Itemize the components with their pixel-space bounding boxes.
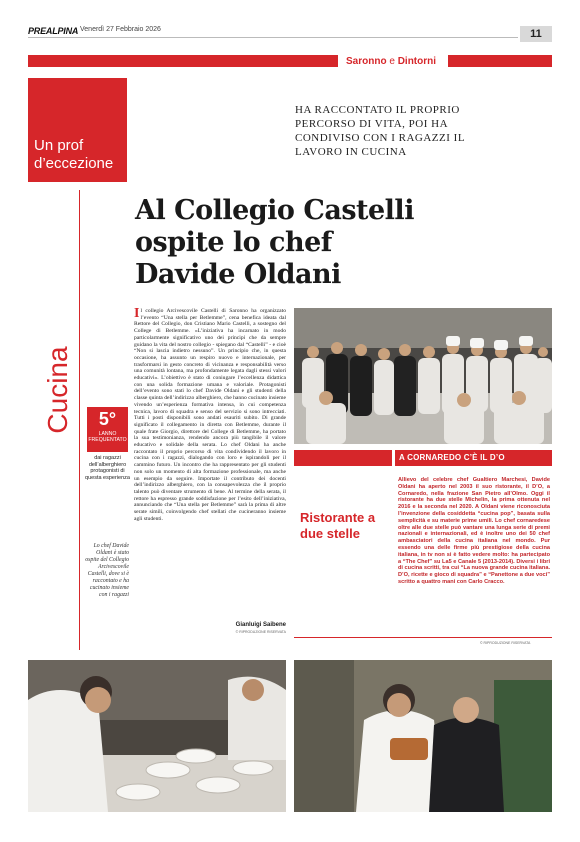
section-tag: [28, 340, 88, 440]
plating-photo: [28, 660, 286, 812]
section-bar-right: [448, 55, 552, 67]
section-label: [346, 56, 436, 67]
stat-note: dai ragazzi dell’alberghiero protagonisti di questa esperienza: [85, 455, 130, 481]
chef-rector-photo: [294, 660, 552, 812]
rubric-title: [34, 137, 129, 173]
sidebar-text: Allievo del celebre chef Gualtiero Marchesi, Davide Oldani ha aperto nel 2003 il suo ristorante, il D’O, a Cornaredo, nella frazione San Pietro all’Olmo. Oggi il ristorante ha due stelle Michelin, la prima ottenuta nel 2016 e la seconda nel 2020. A Oldani viene riconosciuta l’invenzione della cosiddetta “cucina pop”, basata sulla semplicità e su materie prime umili. Lo chef cornaredese oltre alle due stelle può vantare una lunga serie di premi nazionali e internazionali, ed è inoltre uno dei 50 chef ambasciatori della cucina italiana nel mondo. Pur essendo una delle firme più prestigiose della cucina italiana, in tv non si è fatto vedere molto: ha partecipato a “The Chef” su La5 e Canale 5 (2013-2014). Diversi i libri di cucina scritti, tra cui “La nuova grande cucina italiana. D’O, ricette e gioco di squadra” e “Panettone a due voci” scritto a quattro mani con Carlo Cracco.: [398, 477, 550, 585]
drop-cap: I: [134, 308, 140, 321]
photo-caption: Lo chef Davide Oldani è stato ospite del Collegio Arcivescovile Castelli, dove si è raccontato e ha cucinato insieme con i ragazzi: [85, 543, 129, 598]
article-text: l collegio Arcivescovile Castelli di Saronno ha organizzato l’evento “Una stella per Betlemme”, cena benefica ideata dal Rettore del Collegio, don Cristiano Mario Castelli, a sostegno del College di Betlemme. «L’iniziativa ha incarnato in modo particolarmente significativo uno dei principi che da sempre guidano la vita del nostro collegio - spiegano dal “Castelli” - e cioè “Non si lascia indietro nessuno”. Un principio che, in questa occasione, ha assunto un respiro nuovo e internazionale, per trasformarsi in gesto concreto di vicinanza e responsabilità verso una comunità lontana, ma profondamente legata dagli stessi valori educativi». L’obiettivo è stato di coniugare l’eccellenza didattica con una solida formazione umana e valoriale. Protagonisti dell’evento sono stati lo chef Davide Oldani e gli studenti della classe quinta dell’indirizzo alberghiero, che hanno cucinato insieme vivendo un’esperienza formativa intensa, in cui competenza tecnica, lavoro di squadra e senso del servizio si sono intrecciati. Tutti i posti disponibili sono andati esauriti subito. Di grande significato il collegamento in diretta con Betlemme, durante il quale frate Giorgio, direttore del College di Betlemme, ha portato la sua testimonianza, rendendo ancora più tangibile il valore educativo e solidale della serata. Lo chef Oldani ha anche raccontato il proprio percorso di vita condividendo il lavoro in cucina con i ragazzi, dialogando con loro e ispirandoli per il cammino futuro. Un incontro che ha rappresentato per gli studenti non solo un momento di alta formazione professionale, ma anche un esempio da seguire. Importate il contributo dei docenti dell’indirizzo alberghiero, con la consapevolezza che il proprio talento può diventare strumento di bene. Al termine della serata, il rettore ha espresso grande soddisfazione per l’esito dell’iniziativa, annunciando che “Una stella per Betlemme” sarà la prima di altre serate simili, coinvolgendo chef stellati che cucineranno insieme agli studenti.: [134, 308, 286, 522]
section-tag-label: Cucina: [42, 346, 73, 434]
newspaper-name: PREALPINA: [28, 26, 79, 36]
sidebar-reproduction-notice: © RIPRODUZIONE RISERVATA: [480, 641, 531, 645]
group-photo: [294, 308, 552, 444]
reproduction-notice: © RIPRODUZIONE RISERVATA: [235, 630, 286, 634]
kicker: HA RACCONTATO IL PROPRIO PERCORSO DI VITA, POI HA CONDIVISO CON I RAGAZZI IL LAVORO IN CUCINA: [295, 104, 465, 158]
section-city: Saronno: [346, 56, 387, 67]
stat-label: LANNO FREQUENTATO: [88, 431, 127, 443]
rubric-line-2: d’eccezione: [34, 155, 114, 172]
author-signature: Gianluigi Saibene: [235, 622, 286, 628]
masthead-rule: [28, 37, 518, 38]
section-area: Dintorni: [397, 56, 437, 67]
masthead: [28, 26, 552, 42]
issue-date: Venerdì 27 Febbraio 2026: [80, 26, 161, 33]
section-connector: e: [389, 56, 395, 67]
sidebar-title: A CORNAREDO C’È IL D’O: [399, 453, 505, 462]
plating-photo-image: [28, 660, 286, 812]
headline: Al Collegio Castelli ospite lo chef Davide Oldani: [135, 195, 414, 290]
chef-rector-photo-image: [294, 660, 552, 812]
page-number: 11: [520, 26, 552, 42]
stat-value: 5°: [98, 409, 117, 429]
sidebar-bar-left: [294, 450, 392, 466]
article-body: [134, 308, 286, 626]
group-photo-image: [294, 308, 552, 444]
rubric-line-1: Un prof: [34, 137, 84, 154]
sidebar-label: Ristorante a due stelle: [300, 510, 376, 541]
section-bar-left: [28, 55, 338, 67]
